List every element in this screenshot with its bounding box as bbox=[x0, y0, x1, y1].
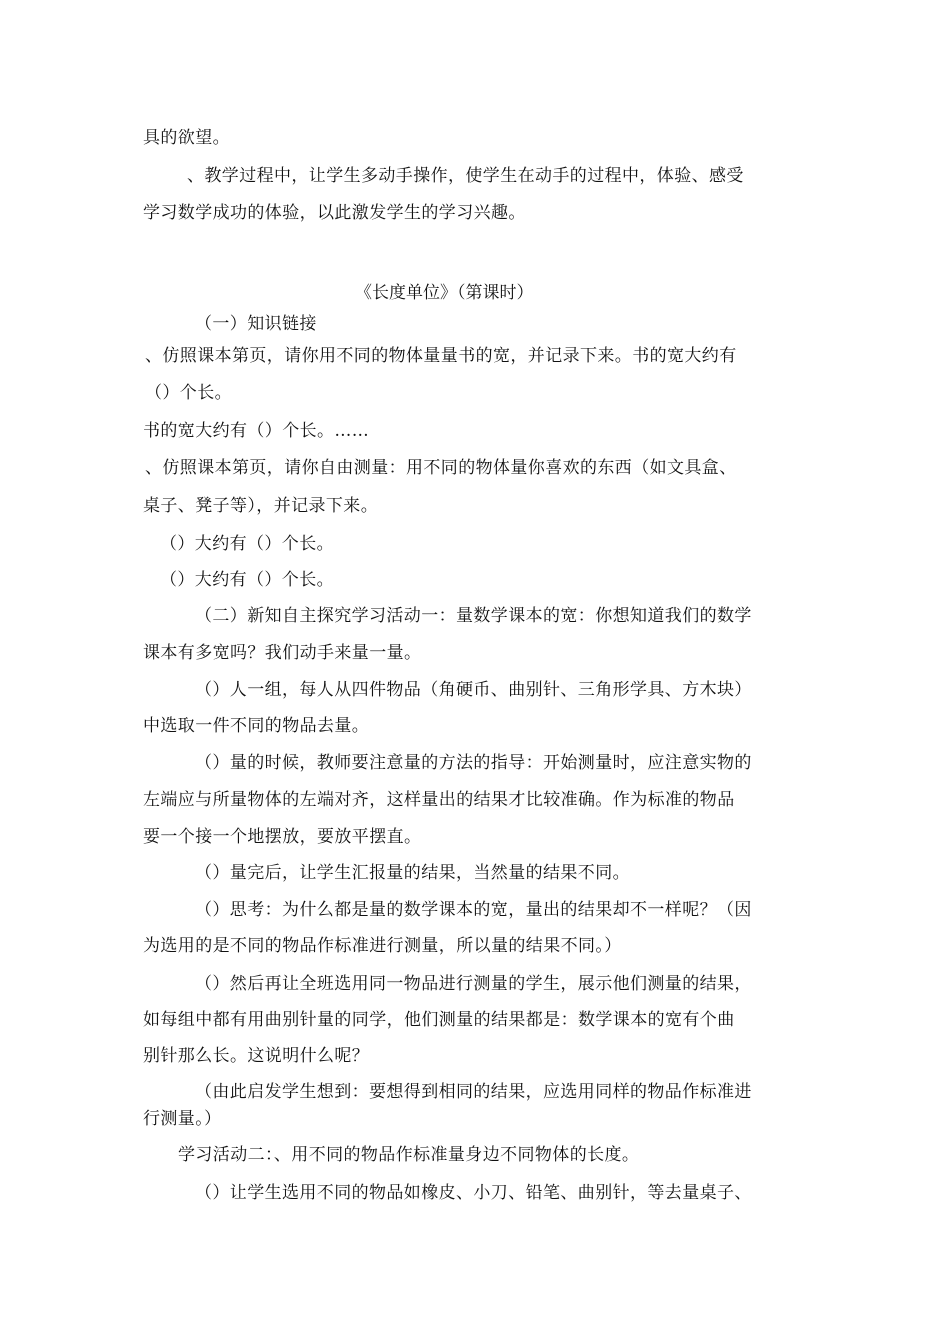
text-line: 中选取一件不同的物品去量。 bbox=[143, 716, 370, 736]
text-line: （）思考：为什么都是量的数学课本的宽，量出的结果却不一样呢？（因 bbox=[195, 900, 752, 920]
text-line: （）个长。 bbox=[145, 383, 232, 403]
text-line: 、仿照课本第页，请你用不同的物体量量书的宽，并记录下来。书的宽大约有 bbox=[145, 346, 737, 366]
section-title: 《长度单位》（第课时） bbox=[355, 283, 534, 303]
text-line: （）量完后，让学生汇报量的结果，当然量的结果不同。 bbox=[195, 863, 630, 883]
text-line: 学习数学成功的体验，以此激发学生的学习兴趣。 bbox=[143, 203, 526, 223]
text-line: 课本有多宽吗？我们动手来量一量。 bbox=[143, 643, 422, 663]
text-line: （）让学生选用不同的物品如橡皮、小刀、铅笔、曲别针，等去量桌子、 bbox=[195, 1183, 752, 1203]
text-line: （）大约有（）个长。 bbox=[160, 534, 334, 554]
text-line: （）大约有（）个长。 bbox=[160, 570, 334, 590]
text-line: （）量的时候，教师要注意量的方法的指导：开始测量时，应注意实物的 bbox=[195, 753, 752, 773]
text-line: 、教学过程中，让学生多动手操作，使学生在动手的过程中，体验、感受 bbox=[187, 166, 744, 186]
text-line: 书的宽大约有（）个长。…… bbox=[143, 421, 370, 441]
text-line: 如每组中都有用曲别针量的同学，他们测量的结果都是：数学课本的宽有个曲 bbox=[143, 1010, 735, 1030]
text-line: 左端应与所量物体的左端对齐，这样量出的结果才比较准确。作为标准的物品 bbox=[143, 790, 735, 810]
text-line: （）然后再让全班选用同一物品进行测量的学生，展示他们测量的结果， bbox=[195, 974, 752, 994]
text-line: （）人一组，每人从四件物品（角硬币、曲别针、三角形学具、方木块） bbox=[195, 680, 752, 700]
text-line: 桌子、凳子等），并记录下来。 bbox=[143, 496, 379, 516]
text-line: 要一个接一个地摆放，要放平摆直。 bbox=[143, 827, 422, 847]
section-heading: 学习活动二：、用不同的物品作标准量身边不同物体的长度。 bbox=[178, 1145, 640, 1165]
text-line: 为选用的是不同的物品作标准进行测量，所以量的结果不同。） bbox=[143, 936, 622, 956]
text-line: 别针那么长。这说明什么呢？ bbox=[143, 1046, 370, 1066]
text-line: （由此启发学生想到：要想得到相同的结果，应选用同样的物品作标准进 bbox=[195, 1082, 752, 1102]
text-line: 、仿照课本第页，请你自由测量：用不同的物体量你喜欢的东西（如文具盒、 bbox=[145, 458, 737, 478]
text-line: 行测量。） bbox=[143, 1109, 222, 1129]
section-heading: （一）知识链接 bbox=[195, 314, 317, 334]
text-line: 具的欲望。 bbox=[143, 128, 230, 148]
section-heading: （二）新知自主探究学习活动一：量数学课本的宽：你想知道我们的数学 bbox=[195, 606, 752, 626]
